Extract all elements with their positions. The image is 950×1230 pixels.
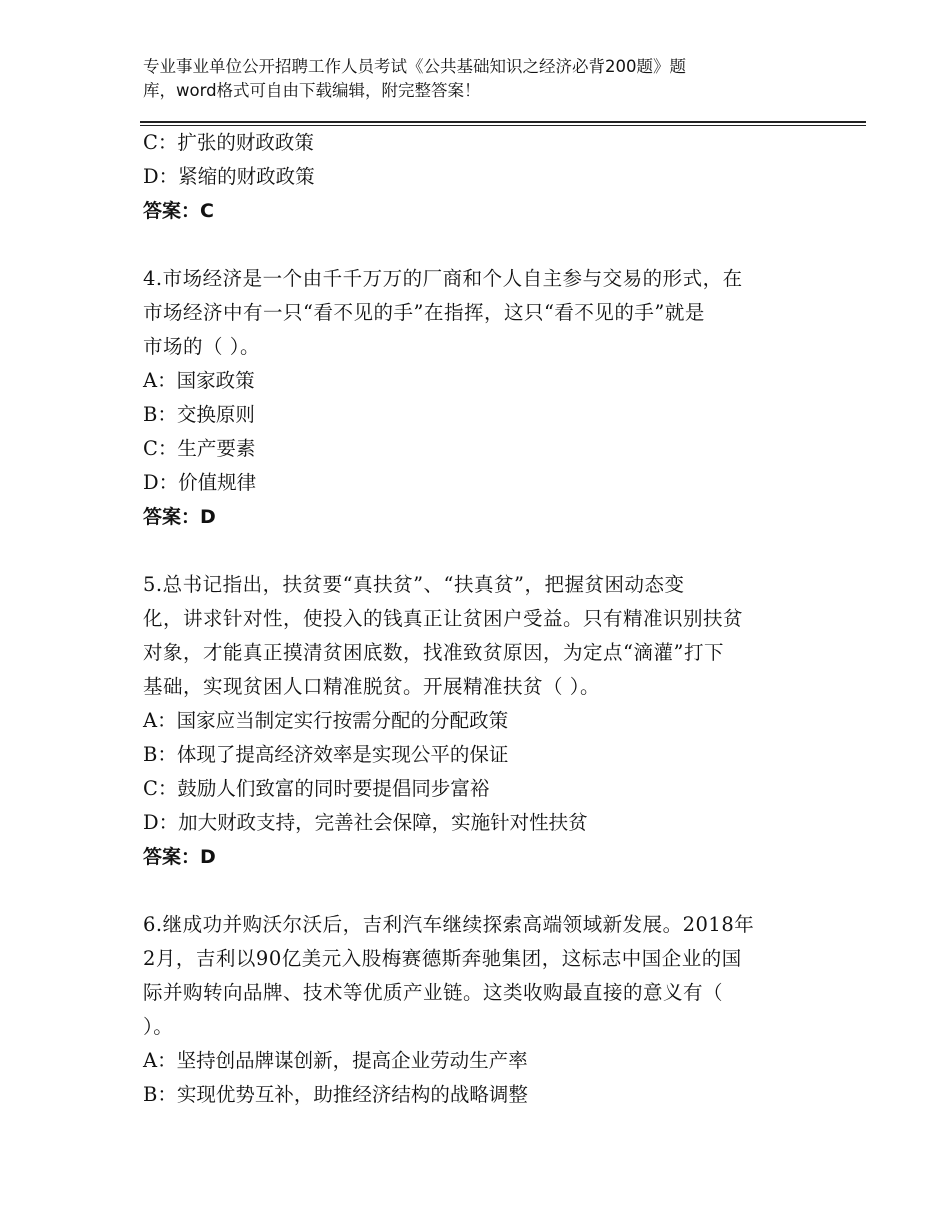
spacer xyxy=(143,534,803,568)
option-b: B：体现了提高经济效率是实现公平的保证 xyxy=(143,743,509,766)
option-c: C：生产要素 xyxy=(143,437,256,460)
document-header xyxy=(143,55,783,103)
option-d: D：紧缩的财政政策 xyxy=(143,165,315,188)
question-stem-line: 际并购转向品牌、技术等优质产业链。这类收购最直接的意义有（ xyxy=(143,981,724,1004)
question-stem-line: ）。 xyxy=(143,1015,174,1038)
option-c: C：鼓励人们致富的同时要提倡同步富裕 xyxy=(143,777,490,800)
option-b: B：交换原则 xyxy=(143,403,255,426)
question-stem-line: 基础，实现贫困人口精准脱贫。开展精准扶贫（ ）。 xyxy=(143,675,600,698)
question-5 xyxy=(143,568,803,874)
question-stem-line: 5.总书记指出，扶贫要“真扶贫”、“扶真贫”，把握贫困动态变 xyxy=(143,573,685,596)
question-stem-line: 4.市场经济是一个由千千万万的厂商和个人自主参与交易的形式，在 xyxy=(143,267,743,290)
question-6 xyxy=(143,908,803,1112)
option-b: B：实现优势互补，助推经济结构的战略调整 xyxy=(143,1083,528,1106)
option-a: A：坚持创品牌谋创新，提高企业劳动生产率 xyxy=(143,1049,528,1072)
question-stem-line: 6.继成功并购沃尔沃后，吉利汽车继续探索高端领域新发展。2018年 xyxy=(143,913,755,936)
header-rule-thick xyxy=(140,121,866,123)
option-a: A：国家应当制定实行按需分配的分配政策 xyxy=(143,709,509,732)
spacer xyxy=(143,874,803,908)
question-4 xyxy=(143,262,803,534)
question-stem-line: 对象，才能真正摸清贫困底数，找准致贫原因，为定点“滴灌”打下 xyxy=(143,641,724,664)
spacer xyxy=(143,228,803,262)
answer-label: 答案：D xyxy=(143,506,216,528)
header-line-1: 专业事业单位公开招聘工作人员考试《公共基础知识之经济必背200题》题 xyxy=(143,57,686,76)
question-stem-line: 化，讲求针对性，使投入的钱真正让贫困户受益。只有精准识别扶贫 xyxy=(143,607,744,630)
document-body xyxy=(143,126,803,1112)
answer-label: 答案：C xyxy=(143,200,214,222)
question-stem-line: 市场的（ ）。 xyxy=(143,335,260,358)
option-c: C：扩张的财政政策 xyxy=(143,131,314,154)
option-d: D：价值规律 xyxy=(143,471,257,494)
header-line-2: 库，word格式可自由下载编辑，附完整答案！ xyxy=(143,81,481,100)
question-stem-line: 2月，吉利以90亿美元入股梅赛德斯奔驰集团，这标志中国企业的国 xyxy=(143,947,742,970)
question-stem-line: 市场经济中有一只“看不见的手”在指挥，这只“看不见的手”就是 xyxy=(143,301,705,324)
answer-label: 答案：D xyxy=(143,846,216,868)
question-3 xyxy=(143,126,803,228)
option-a: A：国家政策 xyxy=(143,369,255,392)
option-d: D：加大财政支持，完善社会保障，实施针对性扶贫 xyxy=(143,811,588,834)
